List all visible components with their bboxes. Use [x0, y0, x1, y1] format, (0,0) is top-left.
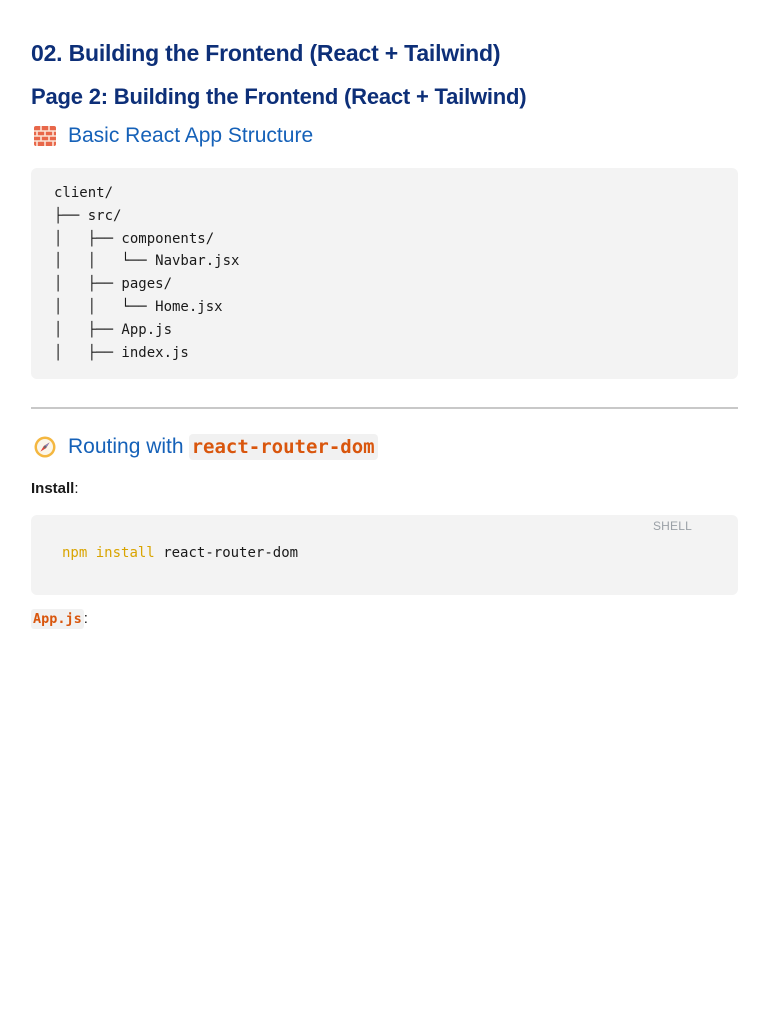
section-heading-structure [31, 124, 313, 148]
tree-line: │ ├── index.js [54, 344, 189, 361]
section-heading-routing-text: Routing with [68, 435, 184, 458]
shell-command-line [62, 545, 298, 561]
compass-icon [33, 435, 57, 459]
document-title: 02. Building the Frontend (React + Tailwind) [31, 40, 501, 66]
tree-line: │ ├── components/ [54, 230, 215, 247]
shell-token-npm: npm [62, 545, 88, 561]
tree-line: ├── src/ [54, 207, 122, 224]
section-heading-structure-text: Basic React App Structure [68, 124, 314, 147]
section-divider [31, 407, 738, 409]
shell-token-package: react-router-dom [163, 545, 299, 561]
tree-line: │ │ └── Home.jsx [54, 298, 223, 315]
brick-icon [33, 124, 57, 148]
install-label: Install [31, 480, 75, 497]
appjs-inline-code: App.js [33, 611, 82, 627]
install-colon: : [74, 480, 79, 497]
tree-line: │ ├── pages/ [54, 276, 173, 293]
code-language-label: SHELL [652, 519, 692, 533]
tree-line: client/ [54, 185, 114, 201]
page-title: Page 2: Building the Frontend (React + Tailwind) [31, 84, 527, 109]
section-heading-routing [31, 434, 378, 460]
tree-line: │ ├── App.js [54, 321, 173, 338]
appjs-colon: : [83, 610, 88, 627]
install-paragraph [31, 480, 79, 497]
tree-line: │ │ └── Navbar.jsx [54, 253, 240, 270]
shell-token-install: install [95, 545, 155, 561]
shell-code-block [31, 515, 738, 595]
routing-package-code: react-router-dom [189, 434, 378, 460]
project-structure-code-block [31, 168, 738, 379]
appjs-paragraph [31, 610, 88, 627]
